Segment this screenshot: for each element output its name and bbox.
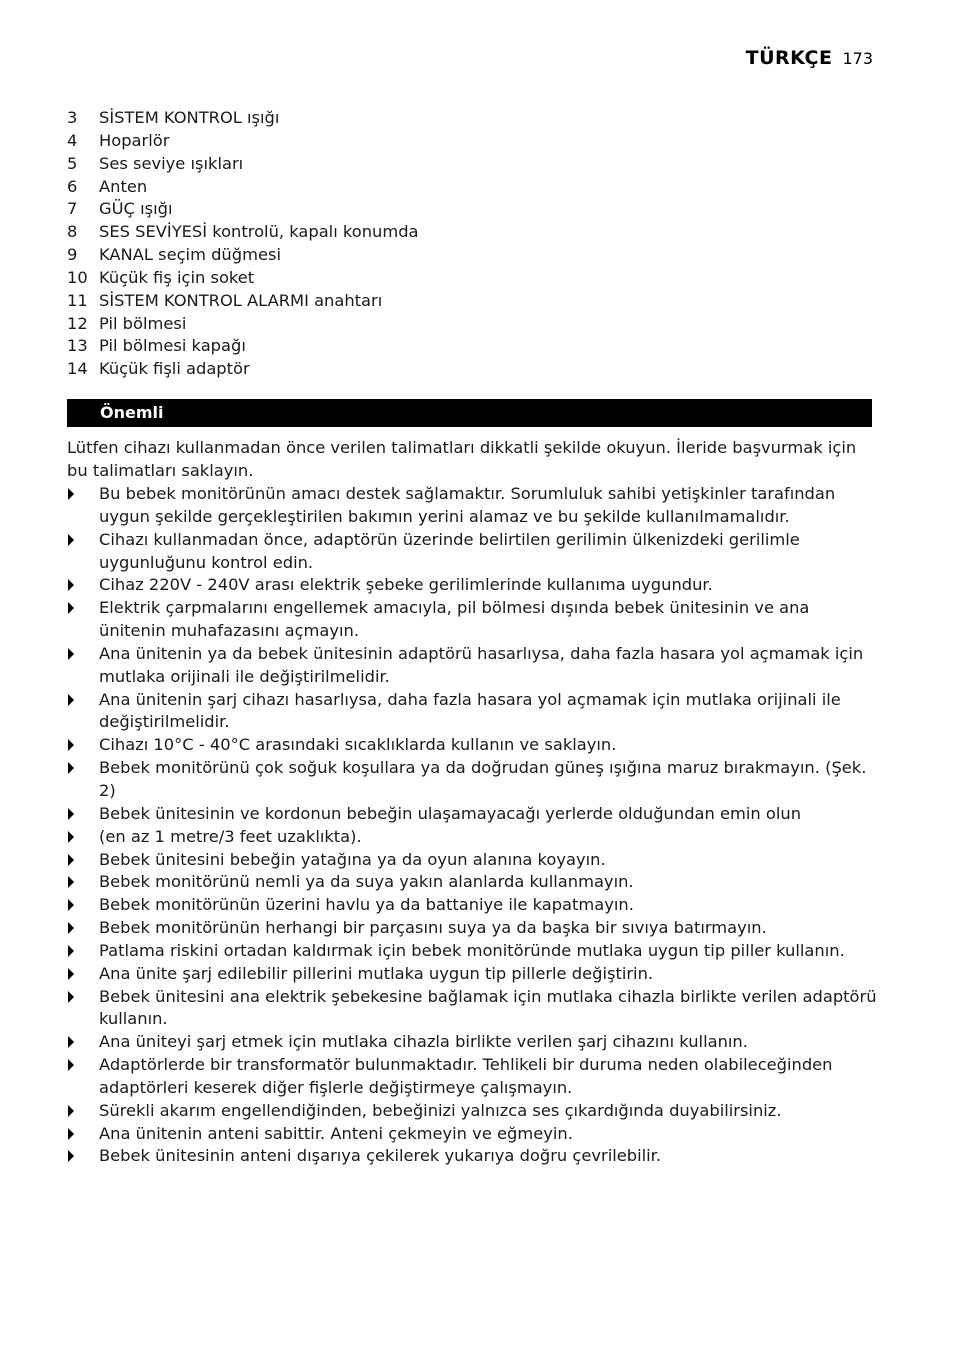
safety-bullet-item [67,689,877,735]
part-label: Hoparlör [99,130,170,150]
page-number: 173 [842,49,873,68]
bullet-arrow-icon [68,762,74,774]
bullet-text: (en az 1 metre/3 feet uzaklıkta). [99,826,362,846]
bullet-arrow-icon [68,968,74,980]
safety-bullet-item [67,574,877,597]
part-item [67,153,419,176]
safety-bullet-item [67,917,877,940]
part-number: 8 [67,222,78,242]
bullet-text: Adaptörlerde bir transformatör bulunmaktadır. Tehlikeli bir duruma neden olabileceğinden adaptörleri keserek diğer fişlerle değiştirmeye çalışmayın. [99,1055,833,1097]
part-item [67,107,419,130]
bullet-arrow-icon [68,1036,74,1048]
safety-bullet-item [67,826,877,849]
safety-bullet-item [67,986,877,1032]
bullet-arrow-icon [68,534,74,546]
safety-bullet-item [67,963,877,986]
part-item [67,290,419,313]
bullet-text: Bebek monitörünün herhangi bir parçasını suya ya da başka bir sıvıya batırmayın. [99,918,767,938]
bullet-arrow-icon [68,808,74,820]
part-label: Pil bölmesi [99,313,187,333]
safety-bullet-list [67,483,877,1168]
bullet-arrow-icon [68,694,74,706]
safety-bullet-item [67,1031,877,1054]
part-item [67,244,419,267]
safety-bullet-item [67,894,877,917]
bullet-text: Cihazı 10°C - 40°C arasındaki sıcaklıklarda kullanın ve saklayın. [99,735,617,755]
bullet-arrow-icon [68,1150,74,1162]
bullet-text: Ana ünitenin anteni sabittir. Anteni çekmeyin ve eğmeyin. [99,1123,573,1143]
part-label: Pil bölmesi kapağı [99,336,246,356]
part-item [67,335,419,358]
bullet-arrow-icon [68,854,74,866]
bullet-arrow-icon [68,1128,74,1140]
safety-bullet-item [67,643,877,689]
bullet-text: Ana ünitenin şarj cihazı hasarlıysa, daha fazla hasara yol açmamak için mutlaka orijinali ile değiştirilmelidir. [99,689,841,732]
part-label: KANAL seçim düğmesi [99,245,281,265]
bullet-text: Ana ünite şarj edilebilir pillerini mutlaka uygun tip pillerle değiştirin. [99,963,654,983]
part-number: 4 [67,130,78,150]
safety-bullet-item [67,940,877,963]
part-number: 10 [67,267,88,287]
bullet-arrow-icon [68,739,74,751]
safety-bullet-item [67,1100,877,1123]
bullet-arrow-icon [68,1105,74,1117]
safety-bullet-item [67,849,877,872]
parts-list [67,107,419,381]
part-number: 3 [67,108,78,127]
bullet-text: Bebek ünitesini ana elektrik şebekesine bağlamak için mutlaka cihazla birlikte verilen adaptörü kullanın. [99,986,877,1029]
bullet-arrow-icon [68,876,74,888]
bullet-text: Cihaz 220V - 240V arası elektrik şebeke gerilimlerinde kullanıma uygundur. [99,575,713,595]
safety-bullet-item [67,757,877,803]
bullet-arrow-icon [68,579,74,591]
bullet-text: Bebek monitörünün üzerini havlu ya da battaniye ile kapatmayın. [99,895,634,915]
bullet-text: Bebek ünitesinin anteni dışarıya çekilerek yukarıya doğru çevrilebilir. [99,1146,662,1166]
bullet-text: Bebek ünitesinin ve kordonun bebeğin ulaşamayacağı yerlerde olduğundan emin olun [99,803,802,823]
part-item [67,221,419,244]
bullet-text: Cihazı kullanmadan önce, adaptörün üzerinde belirtilen gerilimin ülkenizdeki gerilimle uygunluğunu kontrol edin. [99,529,800,572]
part-label: Küçük fiş için soket [99,267,255,287]
part-number: 9 [67,245,78,265]
part-number: 5 [67,153,78,173]
safety-bullet-item [67,529,877,575]
part-item [67,267,419,290]
safety-bullet-item [67,1054,877,1100]
part-number: 6 [67,176,78,196]
part-number: 14 [67,359,88,379]
part-item [67,313,419,336]
section-heading-bar [67,399,872,427]
bullet-text: Ana üniteyi şarj etmek için mutlaka cihazla birlikte verilen şarj cihazını kullanın. [99,1032,748,1052]
safety-bullet-item [67,803,877,826]
bullet-text: Bebek monitörünü nemli ya da suya yakın alanlarda kullanmayın. [99,872,634,892]
part-label: SİSTEM KONTROL ALARMI anahtarı [99,290,383,310]
part-item [67,130,419,153]
part-label: Ses seviye ışıkları [99,153,244,173]
safety-bullet-item [67,1123,877,1146]
bullet-text: Sürekli akarım engellendiğinden, bebeğinizi yalnızca ses çıkardığında duyabilirsiniz. [99,1100,782,1120]
part-number: 12 [67,313,88,333]
safety-bullet-item [67,483,877,529]
page-header [746,47,873,69]
part-label: SES SEVİYESİ kontrolü, kapalı konumda [99,222,419,242]
bullet-text: Elektrik çarpmalarını engellemek amacıyla, pil bölmesi dışında bebek ünitesinin ve ana ünitenin muhafazasını açmayın. [99,598,810,641]
bullet-arrow-icon [68,1059,74,1071]
part-number: 13 [67,336,88,356]
part-number: 11 [67,290,88,310]
part-label: GÜÇ ışığı [99,199,173,219]
intro-paragraph: Lütfen cihazı kullanmadan önce verilen talimatları dikkatli şekilde okuyun. İleride başvurmak için bu talimatları saklayın. [67,438,857,480]
part-label: SİSTEM KONTROL ışığı [99,108,280,127]
bullet-arrow-icon [68,922,74,934]
bullet-text: Ana ünitenin ya da bebek ünitesinin adaptörü hasarlıysa, daha fazla hasara yol açmamak için mutlaka orijinali ile değiştirilmelidir. [99,643,864,686]
section-title: Önemli [100,403,164,422]
part-number: 7 [67,199,78,219]
safety-bullet-item [67,597,877,643]
part-item [67,176,419,199]
part-item [67,198,419,221]
bullet-text: Bebek monitörünü çok soğuk koşullara ya da doğrudan güneş ışığına maruz bırakmayın. (Şek. 2) [99,758,867,800]
language-label: TÜRKÇE [745,47,833,69]
part-label: Anten [99,176,148,196]
safety-bullet-item [67,734,877,757]
bullet-arrow-icon [68,648,74,660]
bullet-arrow-icon [68,831,74,843]
part-label: Küçük fişli adaptör [99,359,250,379]
bullet-arrow-icon [68,602,74,614]
bullet-text: Bebek ünitesini bebeğin yatağına ya da oyun alanına koyayın. [99,849,606,869]
bullet-arrow-icon [68,945,74,957]
safety-bullet-item [67,871,877,894]
bullet-arrow-icon [68,991,74,1003]
bullet-arrow-icon [68,899,74,911]
bullet-text: Bu bebek monitörünün amacı destek sağlamaktır. Sorumluluk sahibi yetişkinler tarafından uygun şekilde gerçekleştirilen bakımın yerini alamaz ve bu şekilde kullanılmamalıdır. [99,484,836,526]
part-item [67,358,419,381]
bullet-text: Patlama riskini ortadan kaldırmak için bebek monitöründe mutlaka uygun tip piller kullanın. [99,940,845,960]
safety-bullet-item [67,1145,877,1168]
bullet-arrow-icon [68,488,74,500]
